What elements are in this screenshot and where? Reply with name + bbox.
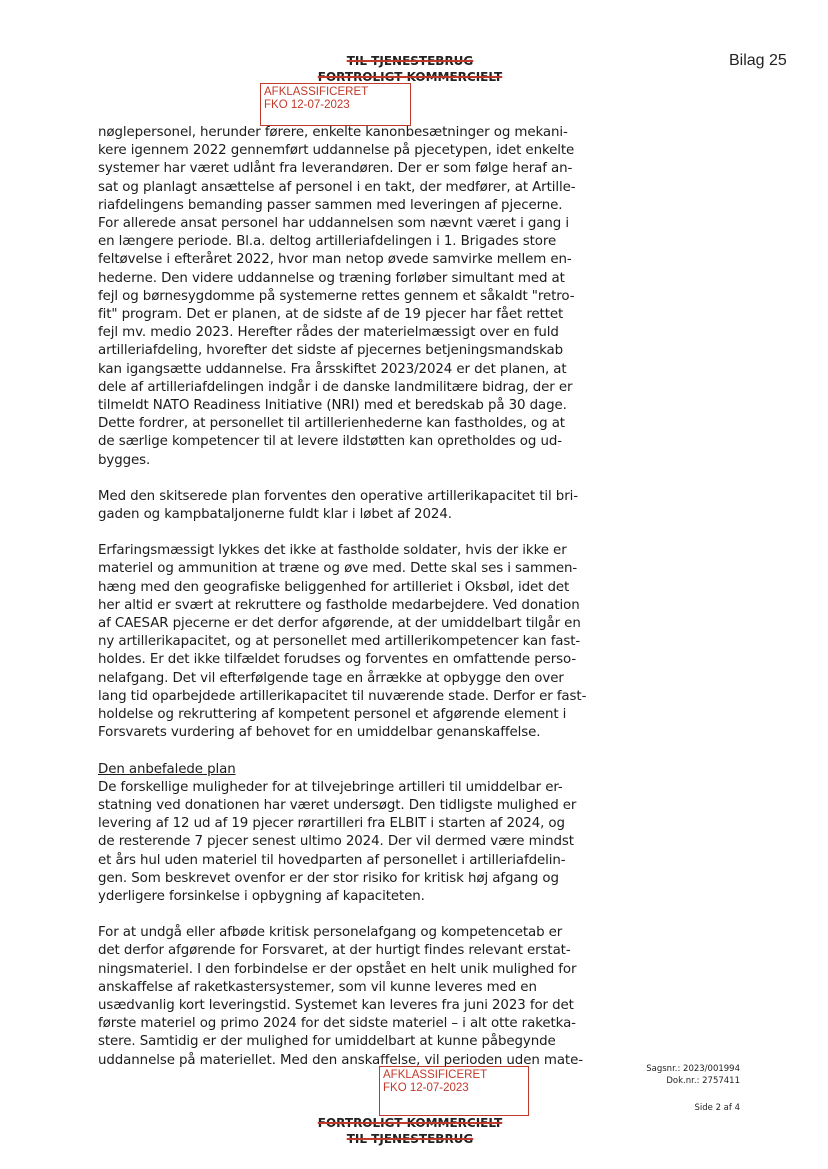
- paragraph-3: [98, 542, 598, 742]
- text-line: kere igennem 2022 gennemført uddannelse på pjecetypen, idet enkelte: [98, 143, 575, 159]
- text-line: fejl mv. medio 2023. Herefter rådes der materielmæssigt over en fuld: [98, 325, 559, 341]
- text-line: fit" program. Det er planen, at de sidste af de 19 pjecer har fået rettet: [98, 307, 564, 323]
- text-line: Erfaringsmæssigt lykkes det ikke at fastholde soldater, hvis der ikke er: [98, 543, 567, 559]
- text-line: riafdelingens bemanding passer sammen med leveringen af pjecerne.: [98, 197, 563, 213]
- text-line: gen. Som beskrevet ovenfor er der stor risiko for kritisk høj afgang og: [98, 870, 559, 886]
- text-line: de resterende 7 pjecer senest ultimo 2024. Der vil dermed være mindst: [98, 834, 574, 850]
- text-line: hederne. Den videre uddannelse og træning forløber simultant med at: [98, 270, 565, 286]
- text-line: kan igangsætte uddannelse. Fra årsskiftet 2023/2024 er det planen, at: [98, 361, 567, 377]
- document-number: Dok.nr.: 2757411: [666, 1076, 740, 1086]
- text-line: bygges.: [98, 452, 151, 468]
- stamp-line-1: AFKLASSIFICERET: [264, 86, 369, 98]
- paragraph-1: [98, 124, 598, 470]
- text-line: lang tid oparbejdede artillerikapacitet til nuværende stade. Derfor er fast-: [98, 688, 587, 704]
- classification-bottom-1: FORTROLIGT KOMMERCIELT: [317, 1116, 503, 1130]
- text-line: første materiel og primo 2024 for det sidste materiel – i alt otte raketka-: [98, 1016, 576, 1032]
- text-line: fejl og børnesygdomme på systemerne rettes gennem et såkaldt "retro-: [98, 288, 575, 304]
- classification-top-1: TIL TJENESTEBRUG: [346, 54, 474, 68]
- text-line: statning ved donationen har været undersøgt. Den tidligste mulighed er: [98, 797, 577, 813]
- stamp-line-2: FKO 12-07-2023: [383, 1082, 469, 1094]
- paragraph-2: [98, 488, 598, 524]
- paragraph-5: [98, 924, 598, 1070]
- stamp-line-2: FKO 12-07-2023: [264, 99, 350, 111]
- text-line: gaden og kampbataljonerne fuldt klar i løbet af 2024.: [98, 507, 452, 523]
- text-line: uddannelse på materiellet. Med den anskaffelse, vil perioden uden mate-: [98, 1052, 583, 1068]
- text-line: en længere periode. Bl.a. deltog artilleriafdelingen i 1. Brigades store: [98, 234, 557, 250]
- text-line: Forsvarets vurdering af behovet for en umiddelbar genanskaffelse.: [98, 725, 541, 741]
- document-body: [98, 124, 598, 1088]
- declassified-stamp-bottom: [379, 1066, 529, 1116]
- text-line: stere. Samtidig er der mulighed for umiddelbart at kunne påbegynde: [98, 1034, 556, 1050]
- text-line: sat og planlagt ansættelse af personel i en takt, der medfører, at Artille-: [98, 179, 576, 195]
- text-line: levering af 12 ud af 19 pjecer rørartilleri fra ELBIT i starten af 2024, og: [98, 816, 565, 832]
- text-line: et års hul uden materiel til hovedparten af personellet i artilleriafdelin-: [98, 852, 566, 868]
- text-line: de særlige kompetencer til at levere ildstøtten kan opretholdes og ud-: [98, 434, 562, 450]
- text-line: feltøvelse i efteråret 2022, hvor man netop øvede samvirke mellem en-: [98, 252, 572, 268]
- page-number: Side 2 af 4: [694, 1103, 740, 1113]
- text-line: artilleriafdeling, hvorefter det sidste af pjecernes betjeningsmandskab: [98, 343, 564, 359]
- text-line: nelafgang. Det vil efterfølgende tage en årrække at opbygge den over: [98, 670, 564, 686]
- text-line: materiel og ammunition at træne og øve med. Dette skal ses i sammen-: [98, 561, 578, 577]
- text-line: holdes. Er det ikke tilfældet forudses og forventes en omfattende perso-: [98, 652, 577, 668]
- document-meta: [560, 1063, 740, 1114]
- text-line: holdelse og rekruttering af kompetent personel et afgørende element i: [98, 707, 567, 723]
- paragraph-4: [98, 761, 598, 907]
- section-heading: Den anbefalede plan: [98, 761, 236, 777]
- text-line: usædvanlig kort leveringstid. Systemet kan leveres fra juni 2023 for det: [98, 997, 574, 1013]
- bilag-label: Bilag 25: [729, 52, 787, 69]
- text-line: yderligere forsinkelse i opbygning af kapaciteten.: [98, 888, 425, 904]
- text-line: nøglepersonel, herunder førere, enkelte kanonbesætninger og mekani-: [98, 125, 568, 140]
- text-line: De forskellige muligheder for at tilvejebringe artilleri til umiddelbar er-: [98, 779, 563, 795]
- text-line: tilmeldt NATO Readiness Initiative (NRI) med et beredskab på 30 dage.: [98, 398, 567, 414]
- declassified-stamp-top: [260, 83, 411, 126]
- text-line: For allerede ansat personel har uddannelsen som nævnt været i gang i: [98, 216, 569, 232]
- text-line: ningsmateriel. I den forbindelse er der opstået en helt unik mulighed for: [98, 961, 577, 977]
- text-line: her altid er svært at rekruttere og fastholde medarbejdere. Ved donation: [98, 597, 580, 613]
- text-line: af CAESAR pjecerne er det derfor afgørende, at der umiddelbart tilgår en: [98, 616, 581, 632]
- text-line: anskaffelse af raketkastersystemer, som vil kunne leveres med en: [98, 979, 537, 995]
- text-line: dele af artilleriafdelingen indgår i de danske landmilitære bidrag, der er: [98, 379, 573, 395]
- text-line: hæng med den geografiske beliggenhed for artilleriet i Oksbøl, idet det: [98, 579, 570, 595]
- case-number: Sagsnr.: 2023/001994: [646, 1064, 740, 1074]
- classification-top-2: FORTROLIGT KOMMERCIELT: [317, 70, 503, 84]
- text-line: systemer har været udlånt fra leverandøren. Der er som følge heraf an-: [98, 161, 573, 177]
- text-line: Med den skitserede plan forventes den operative artillerikapacitet til bri-: [98, 488, 578, 504]
- classification-bottom-2: TIL TJENESTEBRUG: [346, 1132, 474, 1146]
- text-line: For at undgå eller afbøde kritisk personelafgang og kompetencetab er: [98, 925, 563, 941]
- text-line: Dette fordrer, at personellet til artillerienhederne kan fastholdes, og at: [98, 416, 565, 432]
- stamp-line-1: AFKLASSIFICERET: [383, 1069, 488, 1081]
- text-line: ny artillerikapacitet, og at personellet med artillerikompetencer kan fast-: [98, 634, 581, 650]
- text-line: det derfor afgørende for Forsvaret, at der hurtigt findes relevant erstat-: [98, 943, 571, 959]
